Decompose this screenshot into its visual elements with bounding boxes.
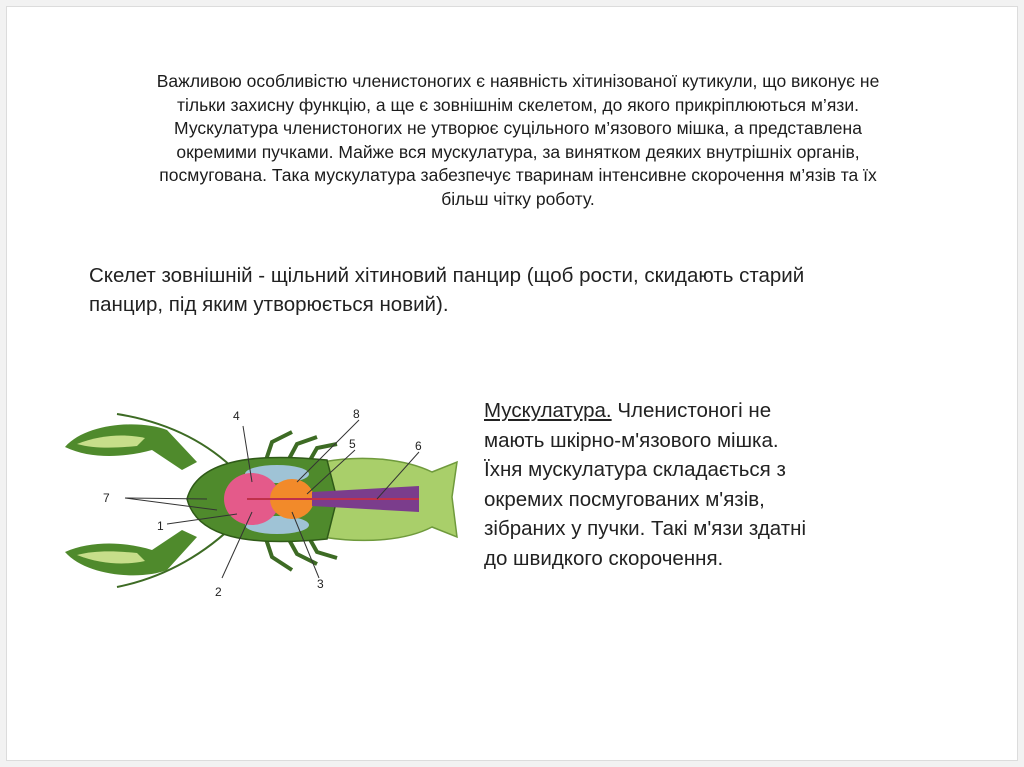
label-3: 3 [317,577,324,591]
intro-line: тільки захисну функцію, а ще є зовнішнім скелетом, до якого прикріплюються м’язи. [177,94,859,115]
label-5: 5 [349,437,356,451]
intro-line: Мускулатура членистоногих не утворює суцільного м’язового мішка, а представлена [174,118,862,138]
claw-lower [65,530,197,575]
musculature-title: Мускулатура. [484,399,612,422]
musculature-line: Їхня мускулатура складається з [484,458,786,481]
intro-line: посмугована. Така мускулатура забезпечує тваринам інтенсивне скорочення м’язів та їх [159,165,877,185]
crayfish-diagram [47,402,467,602]
slide [6,6,1018,761]
musculature-line: зібраних у пучки. Такі м'язи здатні [484,517,807,540]
label-8: 8 [353,407,360,421]
musculature-line: окремих посмугованих м'язів, [484,487,765,511]
skeleton-line: Скелет зовнішній - щільний хітиновий панцир (щоб рости, скидають старий [89,264,805,287]
musculature-paragraph [484,396,904,573]
skeleton-paragraph [89,262,949,319]
label-2: 2 [215,585,222,599]
label-4: 4 [233,409,240,423]
intro-line: більш чітку роботу. [441,188,595,209]
label-6: 6 [415,439,422,453]
intro-line: окремими пучками. Майже вся мускулатура, за винятком деяких внутрішніх органів, [176,141,860,162]
musculature-line-rest: Членистоногі не [611,399,772,422]
label-1: 1 [157,519,164,533]
skeleton-line: панцир, під яким утворюється новий). [89,292,449,316]
musculature-line: мають шкірно-м'язового мішка. [484,428,779,452]
label-7: 7 [103,491,110,505]
intro-paragraph [77,70,959,211]
musculature-line [484,396,904,426]
intro-line: Важливою особливістю членистоногих є наявність хітинізованої кутикули, що виконує не [156,71,880,91]
musculature-line: до швидкого скорочення. [484,546,724,570]
